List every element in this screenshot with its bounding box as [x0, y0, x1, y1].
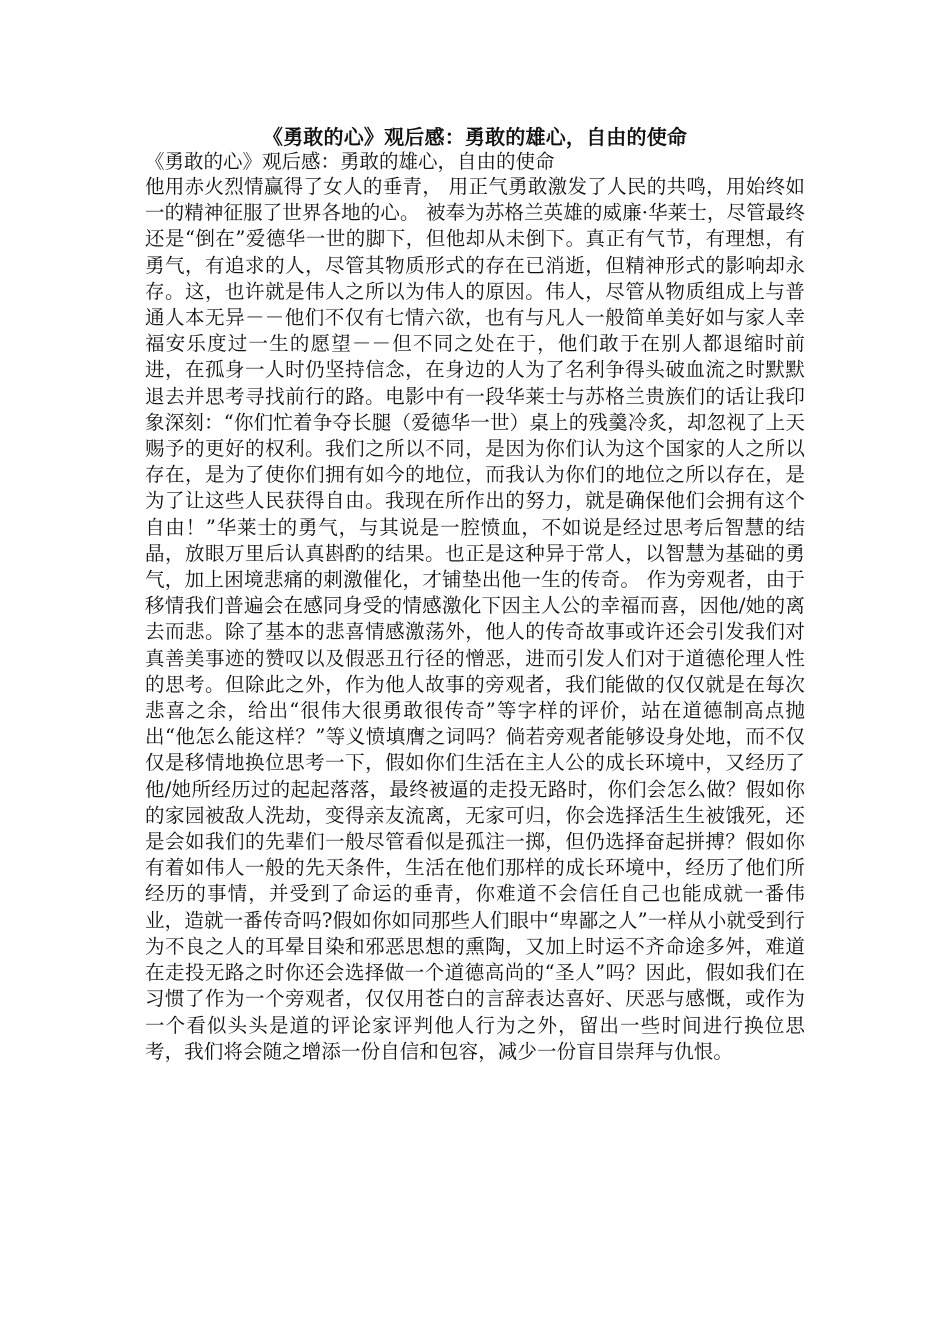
- document-body-paragraph: 他用赤火烈情赢得了女人的垂青， 用正气勇敢激发了人民的共鸣，用始终如一的精神征服了世界各地的心。 被奉为苏格兰英雄的威廉·华莱士，尽管最终还是“倒在”爱德华一世的脚下，但他却从未倒下。真正有气节，有理想，有勇气，有追求的人，尽管其物质形式的存在已消逝，但精神形式的影响却永存。这，也许就是伟人之所以为伟人的原因。伟人，尽管从物质组成上与普通人本无异－－他们不仅有七情六欲，也有与凡人一般简单美好如与家人幸福安乐度过一生的愿望－－但不同之处在于，他们敢于在别人都退缩时前进，在孤身一人时仍坚持信念，在身边的人为了名利争得头破血流之时默默退去并思考寻找前行的路。电影中有一段华莱士与苏格兰贵族们的话让我印象深刻：“你们忙着争夺长腿（爱德华一世）桌上的残羹冷炙，却忽视了上天赐予的更好的权利。我们之所以不同，是因为你们认为这个国家的人之所以存在，是为了使你们拥有如今的地位，而我认为你们的地位之所以存在，是为了让这些人民获得自由。我现在所作出的努力，就是确保他们会拥有这个自由！”华莱士的勇气，与其说是一腔愤血，不如说是经过思考后智慧的结晶，放眼万里后认真斟酌的结果。也正是这种异于常人，以智慧为基础的勇气，加上困境悲痛的刺激催化，才铺垫出他一生的传奇。 作为旁观者，由于移情我们普遍会在感同身受的情感激化下因主人公的幸福而喜，因他/她的离去而悲。除了基本的悲喜情感激荡外，他人的传奇故事或许还会引发我们对真善美事迹的赞叹以及假恶丑行径的憎恶，进而引发人们对于道德伦理人性的思考。但除此之外，作为他人故事的旁观者，我们能做的仅仅就是在每次悲喜之余，给出“很伟大很勇敢很传奇”等字样的评价，站在道德制高点抛出“他怎么能这样？”等义愤填膺之词吗？倘若旁观者能够设身处地，而不仅仅是移情地换位思考一下，假如你们生活在主人公的成长环境中，又经历了他/她所经历过的起起落落，最终被逼的走投无路时，你们会怎么做？假如你的家园被敌人洗劫，变得亲友流离，无家可归，你会选择活生生被饿死，还是会如我们的先辈们一般尽管看似是孤注一掷，但仍选择奋起拼搏？假如你有着如伟人一般的先天条件，生活在他们那样的成长环境中，经历了他们所经历的事情，并受到了命运的垂青，你难道不会信任自己也能成就一番伟业，造就一番传奇吗?假如你如同那些人们眼中“卑鄙之人”一样从小就受到行为不良之人的耳晕目染和邪恶思想的熏陶，又加上时运不齐命途多舛，难道在走投无路之时你还会选择做一个道德高尚的“圣人”吗？因此，假如我们在习惯了作为一个旁观者，仅仅用苍白的言辞表达喜好、厌恶与感慨，或作为一个看似头头是道的评论家评判他人行为之外，留出一些时间进行换位思考，我们将会随之增添一份自信和包容，减少一份盲目崇拜与仇恨。: [145, 175, 805, 1063]
- document-title: 《勇敢的心》观后感：勇敢的雄心，自由的使命: [262, 125, 688, 149]
- document-content: [145, 124, 805, 1065]
- document-subtitle: 《勇敢的心》观后感：勇敢的雄心，自由的使命: [145, 150, 555, 173]
